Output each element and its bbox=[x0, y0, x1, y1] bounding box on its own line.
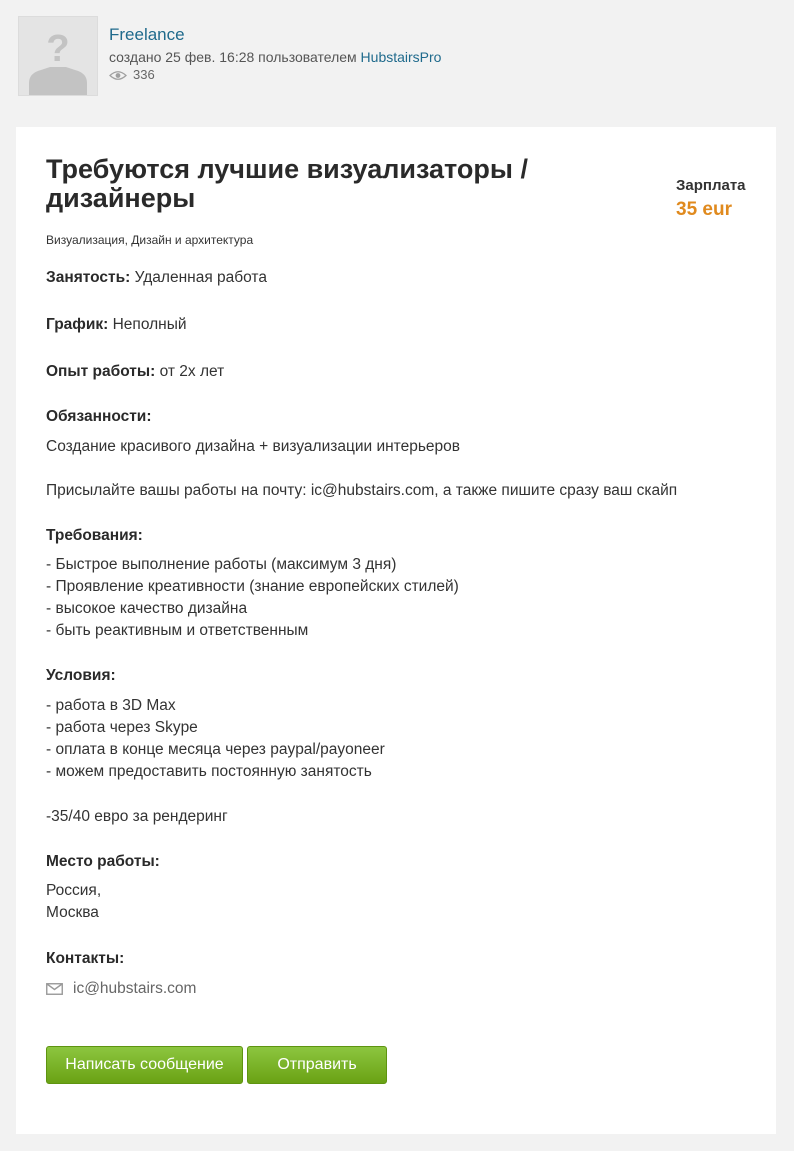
requirement-item: - Проявление креативности (знание европейских стилей) bbox=[46, 578, 459, 595]
contacts-label: Контакты: bbox=[46, 950, 125, 967]
eye-icon bbox=[109, 70, 127, 81]
views-value: 336 bbox=[133, 67, 155, 82]
condition-item: - работа через Skype bbox=[46, 719, 198, 736]
location-country: Россия, bbox=[46, 882, 102, 899]
price-note: -35/40 евро за рендеринг bbox=[46, 808, 228, 825]
send-works-text: Присылайте вашы работы на почту: ic@hubstairs.com, а также пишите сразу ваш скайп bbox=[46, 482, 678, 499]
requirements-label: Требования: bbox=[46, 527, 143, 544]
group-title[interactable]: Freelance bbox=[109, 25, 185, 44]
condition-item: - оплата в конце месяца через paypal/payoneer bbox=[46, 741, 385, 758]
write-message-button[interactable]: Написать сообщение bbox=[46, 1046, 243, 1084]
employment-label: Занятость: bbox=[46, 269, 131, 286]
employment-value: Удаленная работа bbox=[134, 269, 267, 286]
author-link[interactable]: HubstairsPro bbox=[360, 49, 442, 65]
location-label: Место работы: bbox=[46, 853, 160, 870]
experience-row bbox=[46, 361, 224, 383]
job-categories: Визуализация, Дизайн и архитектура bbox=[46, 233, 254, 247]
salary-label: Зарплата bbox=[676, 177, 746, 194]
views-count bbox=[109, 67, 441, 83]
placeholder-avatar-icon bbox=[19, 17, 97, 95]
schedule-label: График: bbox=[46, 316, 109, 333]
post-header bbox=[18, 16, 778, 98]
condition-item: - работа в 3D Max bbox=[46, 697, 176, 714]
condition-item: - можем предоставить постоянную занятость bbox=[46, 763, 372, 780]
contact-email-row bbox=[46, 978, 196, 1000]
salary-value: 35 eur bbox=[676, 199, 732, 220]
schedule-row bbox=[46, 314, 187, 336]
requirement-item: - высокое качество дизайна bbox=[46, 600, 248, 617]
experience-label: Опыт работы: bbox=[46, 363, 156, 380]
conditions-label: Условия: bbox=[46, 667, 116, 684]
requirement-item: - Быстрое выполнение работы (максимум 3 дня) bbox=[46, 556, 397, 573]
requirement-item: - быть реактивным и ответственным bbox=[46, 622, 309, 639]
post-meta-prefix: создано 25 фев. 16:28 пользователем bbox=[109, 49, 357, 65]
svg-text:?: ? bbox=[46, 28, 70, 70]
employment-row bbox=[46, 267, 267, 289]
schedule-value: Неполный bbox=[112, 316, 187, 333]
duties-text: Создание красивого дизайна + визуализации интерьеров bbox=[46, 438, 461, 455]
experience-value: от 2х лет bbox=[159, 363, 225, 380]
avatar[interactable] bbox=[18, 16, 98, 96]
mail-icon bbox=[46, 983, 63, 995]
location-city: Москва bbox=[46, 904, 99, 921]
send-button[interactable]: Отправить bbox=[247, 1046, 387, 1084]
duties-label: Обязанности: bbox=[46, 408, 152, 425]
job-title: Требуются лучшие визуализаторы / дизайнеры bbox=[46, 154, 528, 213]
job-card bbox=[16, 127, 776, 1134]
post-meta bbox=[109, 48, 441, 67]
contact-email[interactable]: ic@hubstairs.com bbox=[73, 980, 197, 997]
salary-block bbox=[676, 177, 746, 222]
